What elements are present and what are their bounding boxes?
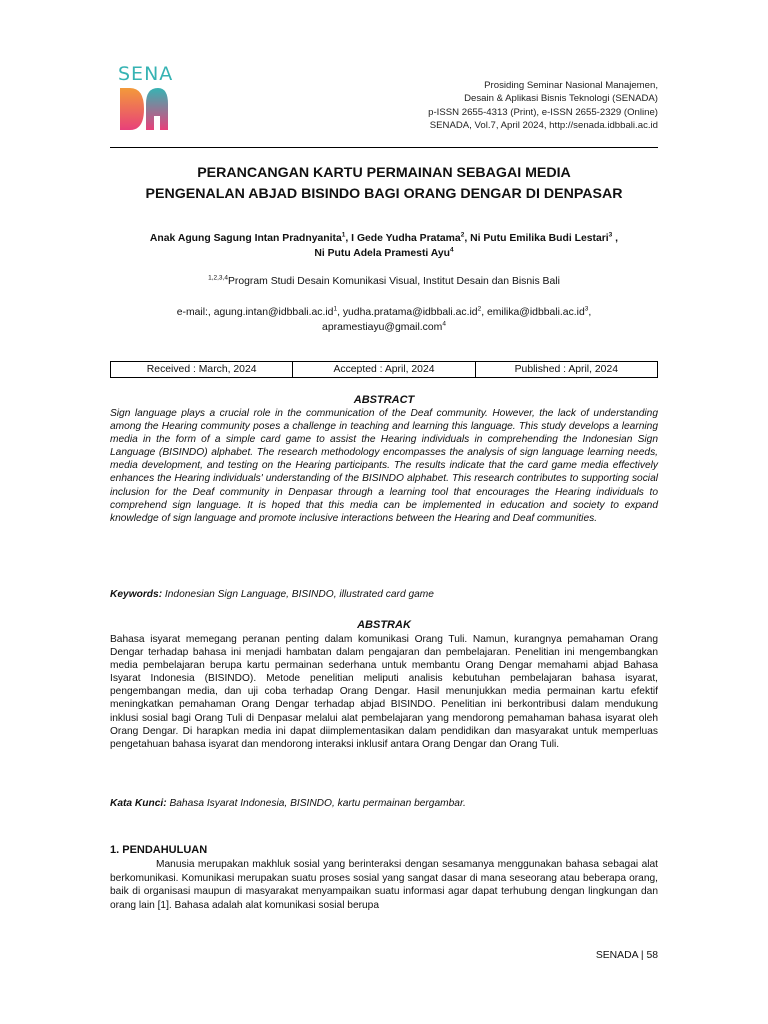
email-2[interactable]: , yudha.pratama@idbbali.ac.id bbox=[337, 307, 478, 318]
kata-kunci-label: Kata Kunci: bbox=[110, 798, 167, 809]
page-footer: SENADA | 58 bbox=[595, 950, 658, 961]
author-list bbox=[110, 231, 658, 261]
email-2-sup: 2 bbox=[477, 305, 482, 313]
published-date: Published : April, 2024 bbox=[514, 364, 619, 375]
email-3[interactable]: , emilika@idbbali.ac.id bbox=[481, 307, 585, 318]
logo-text: SENA bbox=[118, 63, 174, 85]
affiliation-sup: 1,2,3,4 bbox=[208, 274, 228, 282]
author-4-sup: 4 bbox=[450, 246, 454, 254]
kata-kunci bbox=[110, 797, 658, 811]
author-3: , Ni Putu Emilika Budi Lestari bbox=[464, 233, 609, 244]
header-line: Prosiding Seminar Nasional Manajemen, bbox=[484, 80, 658, 91]
author-3-sup: 3 bbox=[608, 231, 613, 239]
author-sep: , bbox=[612, 233, 619, 244]
proceedings-info bbox=[428, 79, 658, 133]
author-1: Anak Agung Sagung Intan Pradnyanita bbox=[149, 233, 342, 244]
affiliation-text: Program Studi Desain Komunikasi Visual, Institut Desain dan Bisnis Bali bbox=[227, 276, 560, 287]
title-line-1: PERANCANGAN KARTU PERMAINAN SEBAGAI MEDIA bbox=[197, 165, 571, 181]
kata-kunci-text: Bahasa Isyarat Indonesia, BISINDO, kartu permainan bergambar. bbox=[166, 798, 466, 809]
author-4: Ni Putu Adela Pramesti Ayu bbox=[314, 248, 451, 259]
logo-da-mark bbox=[118, 86, 170, 132]
abstrak-heading: ABSTRAK bbox=[357, 619, 411, 631]
abstract-heading: ABSTRACT bbox=[353, 394, 415, 406]
abstrak-body: Bahasa isyarat memegang peranan penting dalam komunikasi Orang Tuli. Namun, kurangnya pemahaman Orang Dengar terhadap bahasa ini menjadi hambatan dalam pengajaran dan pembelajaran. Penelitian ini mengembangkan media pembelajaran berupa kartu permainan sederhana untuk membantu Orang Dengar memahami abjad Bahasa Isyarat Indonesia (BISINDO). Metode penelitian meliputi analisis kebutuhan pembelajaran bahasa isyarat, pengembangan media, dan uji coba terhadap Orang Dengar. Hasil menunjukkan media permainan kartu efektif meningkatkan pemahaman Orang Dengar terhadap abjad BISINDO. Penelitian ini berkontribusi dalam mendukung inklusi sosial bagi Orang Tuli di Denpasar melalui alat pembelajaran yang mendorong pemahaman bahasa isyarat oleh Orang Dengar. Di harapkan media ini dapat diimplementasikan dalam pendidikan dan masyarakat untuk memperluas pengetahuan bahasa isyarat dan mendorong interaksi inklusif antara Orang Dengar dan Orang Tuli. bbox=[110, 634, 658, 750]
keywords-text: Indonesian Sign Language, BISINDO, illustrated card game bbox=[162, 589, 434, 600]
header-line: Desain & Aplikasi Bisnis Teknologi (SENADA) bbox=[464, 93, 658, 105]
affiliation bbox=[110, 274, 658, 289]
accepted-date: Accepted : April, 2024 bbox=[293, 362, 475, 377]
email-1[interactable]: e-mail:, agung.intan@idbbali.ac.id bbox=[176, 307, 334, 318]
header-line: SENADA, Vol.7, April 2024, http://senada.idbbali.ac.id bbox=[429, 120, 658, 132]
email-sep: , bbox=[588, 307, 592, 318]
email-4[interactable]: apramestiayu@gmail.com bbox=[322, 321, 443, 333]
header-divider bbox=[110, 147, 658, 148]
keywords bbox=[110, 588, 658, 602]
dates-table bbox=[110, 361, 658, 378]
title-line-2: PENGENALAN ABJAD BISINDO BAGI ORANG DENGAR DI DENPASAR bbox=[145, 186, 623, 202]
paper-title bbox=[110, 163, 658, 205]
header-line: p-ISSN 2655-4313 (Print), e-ISSN 2655-2329 (Online) bbox=[428, 106, 658, 118]
senada-logo bbox=[118, 64, 176, 136]
email-1-sup: 1 bbox=[333, 305, 338, 313]
author-2-sup: 2 bbox=[460, 231, 465, 239]
abstract-body: Sign language plays a crucial role in the communication of the Deaf community. However, the lack of understanding among the Hearing community poses a challenge in teaching and learning this language. This study develops a learning media in the form of a simple card game to assist the Hearing individuals in comprehending the Indonesian Sign Language (BISINDO) alphabet. The research methodology encompasses the analysis of sign language learning needs, media development, and testing on the Hearing participants. The results indicate that the card game media effectively enhances the Hearing individuals' understanding of the BISINDO alphabet. This research contributes to supporting social inclusion for the Deaf community in Denpasar through a learning tool that encourages the Hearing individuals to comprehend sign language. It is hoped that this media can be implemented in education and society to expand knowledge of sign language and promote inclusive interactions between the Hearing and Deaf communities. bbox=[110, 408, 658, 524]
author-2: , I Gede Yudha Pratama bbox=[345, 233, 461, 244]
author-1-sup: 1 bbox=[341, 231, 346, 239]
intro-paragraph: Manusia merupakan makhluk sosial yang berinteraksi dengan sesamanya menggunakan bahasa sebagai alat berkomunikasi. Komunikasi merupakan suatu proses sosial yang sangat dasar di mana seseorang atau beberapa orang, baik di organisasi maupun di masyarakat menyampaikan suatu informasi agar dapat terhubung dengan lingkungan dan orang lain [1]. Bahasa adalah alat komunikasi sosial berupa bbox=[110, 859, 658, 911]
keywords-label: Keywords: bbox=[110, 589, 163, 600]
email-4-sup: 4 bbox=[442, 320, 446, 328]
email-3-sup: 3 bbox=[584, 305, 589, 313]
received-date: Received : March, 2024 bbox=[111, 362, 293, 377]
section-heading-pendahuluan: 1. PENDAHULUAN bbox=[110, 844, 208, 856]
email-list bbox=[110, 306, 658, 335]
